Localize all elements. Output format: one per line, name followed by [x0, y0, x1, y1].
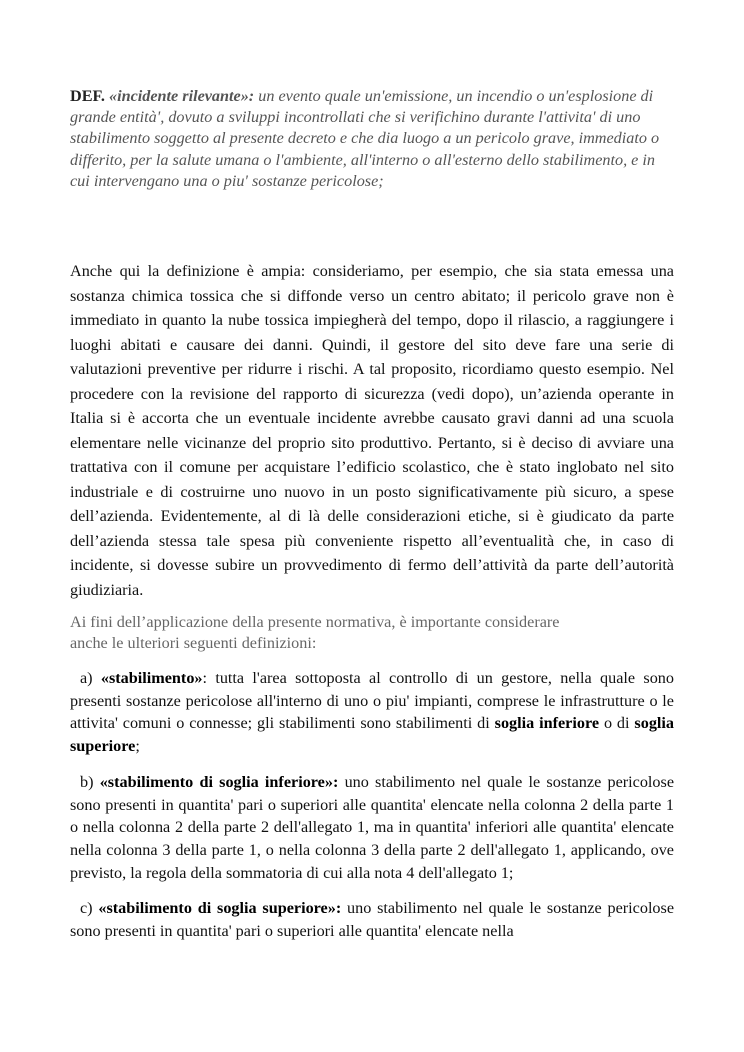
- intro-note-line-1: Ai fini dell’applicazione della presente normativa, è importante considerare: [70, 613, 560, 632]
- item-marker: b): [80, 772, 94, 791]
- item-term: «stabilimento di soglia inferiore»:: [99, 772, 339, 791]
- intro-note: [70, 612, 674, 654]
- item-term: «stabilimento»: [100, 669, 203, 688]
- definition-item-a: [70, 667, 674, 758]
- item-bold-term: soglia superiore: [70, 714, 674, 756]
- definition-term: «incidente rilevante»:: [108, 87, 255, 105]
- item-text: o di: [599, 714, 635, 733]
- item-term: «stabilimento di soglia superiore»:: [98, 899, 342, 918]
- intro-note-line-2: anche le ulteriori seguenti definizioni:: [70, 634, 317, 653]
- item-bold-term: soglia inferiore: [494, 714, 600, 733]
- definition-tag: DEF.: [70, 87, 105, 105]
- definition-text: un evento quale un'emissione, un incendio o un'esplosione di grande entità', dovuto a sviluppi incontrollati che si verifichino durante l'attivita' di uno stabilimento soggetto al presente decreto e che dia luogo a un pericolo grave, immediato o differito, per la salute umana o l'ambiente, all'interno o all'esterno dello stabilimento, e in cui intervengano una o piu' sostanze pericolose;: [70, 87, 660, 190]
- body-paragraph: Anche qui la definizione è ampia: consideriamo, per esempio, che sia stata emessa una sostanza chimica tossica che si diffonde verso un centro abitato; il pericolo grave non è immediato in quanto la nube tossica impiegherà del tempo, dopo il rilascio, a raggiungere i luoghi abitati e causare dei danni. Quindi, il gestore del sito deve fare una serie di valutazioni preventive per ridurre i rischi. A tal proposito, ricordiamo questo esempio. Nel procedere con la revisione del rapporto di sicurezza (vedi dopo), un’azienda operante in Italia si è accorta che un eventuale incidente avrebbe causato gravi danni ad una scuola elementare nelle vicinanze del proprio sito produttivo. Pertanto, si è deciso di avviare una trattativa con il comune per acquistare l’edificio scolastico, che è stato inglobato nel sito industriale e di costruirne uno nuovo in un posto significativamente più sicuro, a spese dell’azienda. Evidentemente, al di là delle considerazioni etiche, si è giudicato da parte dell’azienda stessa tale spesa più conveniente rispetto all’eventualità che, in caso di incidente, si dovesse subire un provvedimento di fermo dell’attività da parte dell’autorità giudiziaria.: [70, 262, 674, 599]
- definition-item-c: [70, 897, 674, 942]
- item-text: uno stabilimento nel quale le sostanze pericolose sono presenti in quantita' pari o superiori alle quantita' elencate nella colonna 2 della parte 1 o nella colonna 2 della parte 2 dell'allegato 1, ma in quantita' inferiori alle quantita' elencate nella colonna 3 della parte 1, o nella colonna 3 della parte 2 dell'allegato 1, applicando, ove previsto, la regola della sommatoria di cui alla nota 4 dell'allegato 1;: [70, 772, 675, 882]
- document-page: [70, 86, 674, 943]
- item-text: uno stabilimento nel quale le sostanze pericolose sono presenti in quantita' pari o superiori alle quantita' elencate nella: [70, 899, 675, 941]
- item-text: : tutta l'area sottoposta al controllo di un gestore, nella quale sono presenti sostanze pericolose all'interno di uno o piu' impianti, comprese le infrastrutture o le attivita' comuni o connesse; gli stabilimenti sono stabilimenti di: [70, 669, 674, 733]
- definition-incidente-rilevante: [70, 86, 674, 192]
- item-marker: a): [80, 669, 93, 688]
- definition-item-b: [70, 771, 674, 885]
- item-marker: c): [80, 899, 93, 918]
- item-text: ;: [135, 737, 140, 756]
